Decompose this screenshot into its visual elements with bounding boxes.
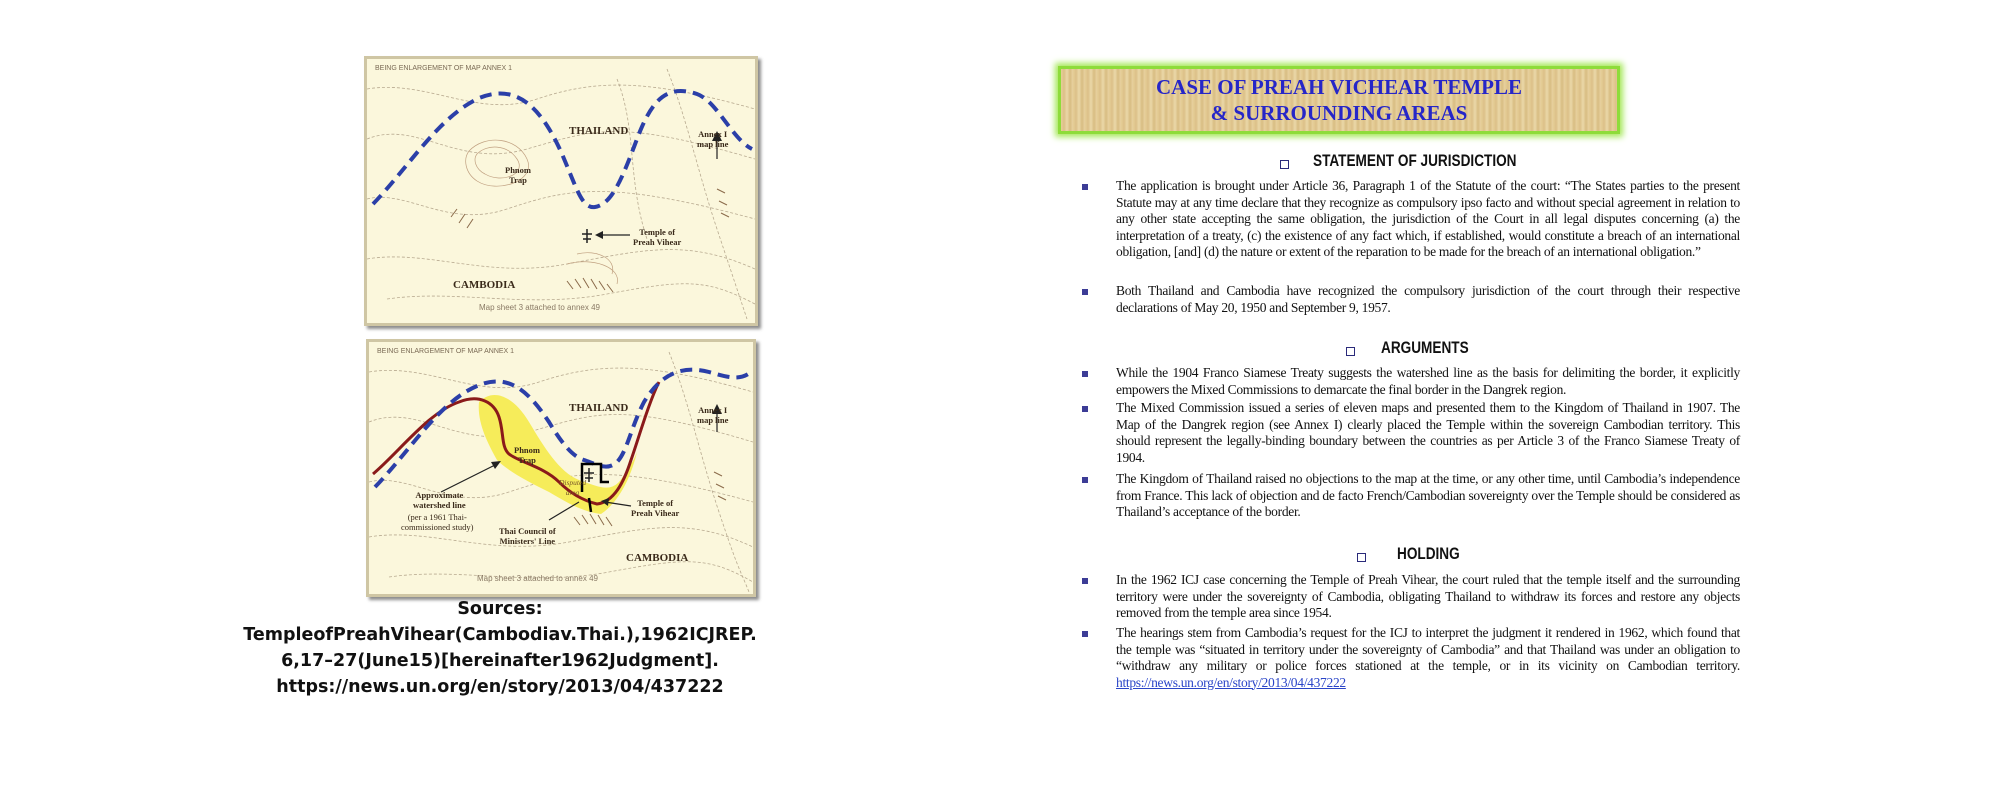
sources-citation-line-2: 6,17–27(June15)[hereinafter1962Judgment]. (281, 651, 719, 671)
map-1-drawing (367, 59, 755, 323)
sources-heading: Sources: (457, 599, 543, 619)
holding-source-link[interactable]: https://news.un.org/en/story/2013/04/437222 (1116, 674, 1346, 690)
arguments-bullet-2: The Mixed Commission issued a series of eleven maps and presented them to the Kingdom of Thailand in 1907. The Map of the Dangrek region (see Annex I) clearly placed the Temple within the sovereign Cambodian territory. This should represent the legally-binding boundary between the countries as per Article 3 of the Franco Siamese Treaty of 1904. (1116, 400, 1740, 465)
bullet-square-icon (1082, 406, 1088, 412)
map-disputed-area (366, 339, 756, 597)
jurisdiction-bullet-2: Both Thailand and Cambodia have recognized the compulsory jurisdiction of the court through their respective declarations of May 20, 1950 and September 9, 1957. (1116, 283, 1740, 315)
map-annex-1 (364, 56, 758, 326)
map-1-label-annex-line: Annex I map line (697, 129, 729, 149)
sources-block (230, 596, 770, 700)
holding-heading: HOLDING (1397, 544, 1460, 563)
map-2-label-temple: Temple of Preah Vihear (631, 498, 680, 518)
arguments-heading-box-icon (1346, 347, 1355, 356)
map-2-label-watershed-note: (per a 1961 Thai- commissioned study) (401, 512, 474, 532)
map-1-label-thailand: THAILAND (569, 125, 629, 137)
map-2-label-annex-line: Annex I map line (697, 405, 729, 425)
map-2-label-cambodia: CAMBODIA (626, 552, 689, 564)
title-line-1: CASE OF PREAH VICHEAR TEMPLE (1156, 75, 1522, 99)
map-2-label-phnom-trap: Phnom Trap (514, 445, 540, 465)
jurisdiction-bullet-1: The application is brought under Article 36, Paragraph 1 of the Statute of the court: “The States parties to the present Statute may at any time declare that they recognize as compulsory ipso facto and without special agreement in relation to any other state accepting the same obligation, the jurisdiction of the Court in all legal disputes concerning (a) the interpretation of a treaty, (c) the existence of any fact which, if established, would constitute a breach of an international obligation, [and] (d) the nature or extent of the reparation to be made for the breach of an international obligation.” (1116, 178, 1740, 259)
bullet-square-icon (1082, 631, 1088, 637)
map-1-label-cambodia: CAMBODIA (453, 279, 516, 291)
map-2-label-council-line: Thai Council of Ministers' Line (499, 526, 556, 546)
bullet-square-icon (1082, 289, 1088, 295)
bullet-square-icon (1082, 371, 1088, 377)
map-2-label-disputed: Disputed area (559, 478, 587, 497)
sources-citation-line-1: TempleofPreahVihear(Cambodiav.Thai.),1962ICJREP. (243, 625, 757, 645)
annex-1-line (373, 91, 752, 207)
arguments-bullet-3: The Kingdom of Thailand raised no objections to the map at the time, or any other time, until Cambodia’s independence from France. This lack of objection and de facto French/Cambodian sovereignty over the Temple should be considered as Thailand’s acceptance of the border. (1116, 471, 1740, 519)
map-1-label-temple: Temple of Preah Vihear (633, 227, 682, 247)
sources-url: https://news.un.org/en/story/2013/04/437222 (276, 677, 724, 697)
bullet-square-icon (1082, 477, 1088, 483)
map-2-label-watershed: Approximate watershed line (413, 490, 466, 510)
bullet-square-icon (1082, 578, 1088, 584)
bullet-square-icon (1082, 184, 1088, 190)
holding-bullet-2 (1116, 625, 1740, 691)
holding-bullet-2-text: The hearings stem from Cambodia’s request for the ICJ to interpret the judgment it rendered in 1962, which found that the temple was “situated in territory under the sovereignty of Cambodia” and that Thailand was under an obligation to “withdraw any military or police forces stationed at the temple, or in its vicinity on Cambodian territory. (1116, 625, 1740, 673)
arguments-bullet-1: While the 1904 Franco Siamese Treaty suggests the watershed line as the basis for delimiting the border, it explicitly empowers the Mixed Commissions to demarcate the final border in the Dangrek region. (1116, 365, 1740, 397)
jurisdiction-heading-box-icon (1280, 160, 1289, 169)
map-2-label-thailand: THAILAND (569, 402, 629, 414)
map-1-header: BEING ENLARGEMENT OF MAP ANNEX 1 (375, 65, 513, 72)
map-1-footer: Map sheet 3 attached to annex 49 (479, 303, 600, 312)
map-2-footer: Map sheet 3 attached to annex 49 (477, 574, 598, 583)
title-banner (1058, 66, 1620, 134)
map-1-label-phnom-trap: Phnom Trap (505, 165, 531, 185)
annex-1-line (375, 370, 751, 487)
jurisdiction-heading: STATEMENT OF JURISDICTION (1313, 151, 1517, 170)
map-2-drawing (369, 342, 753, 594)
map-2-header: BEING ENLARGEMENT OF MAP ANNEX 1 (377, 348, 515, 355)
holding-bullet-1: In the 1962 ICJ case concerning the Temple of Preah Vihear, the court ruled that the temple itself and the surrounding territory were under the sovereignty of Cambodia, obligating Thailand to withdraw its forces and restore any objects removed from the temple area since 1954. (1116, 572, 1740, 620)
arguments-heading: ARGUMENTS (1381, 338, 1469, 357)
title-line-2: & SURROUNDING AREAS (1210, 101, 1468, 125)
holding-heading-box-icon (1357, 553, 1366, 562)
